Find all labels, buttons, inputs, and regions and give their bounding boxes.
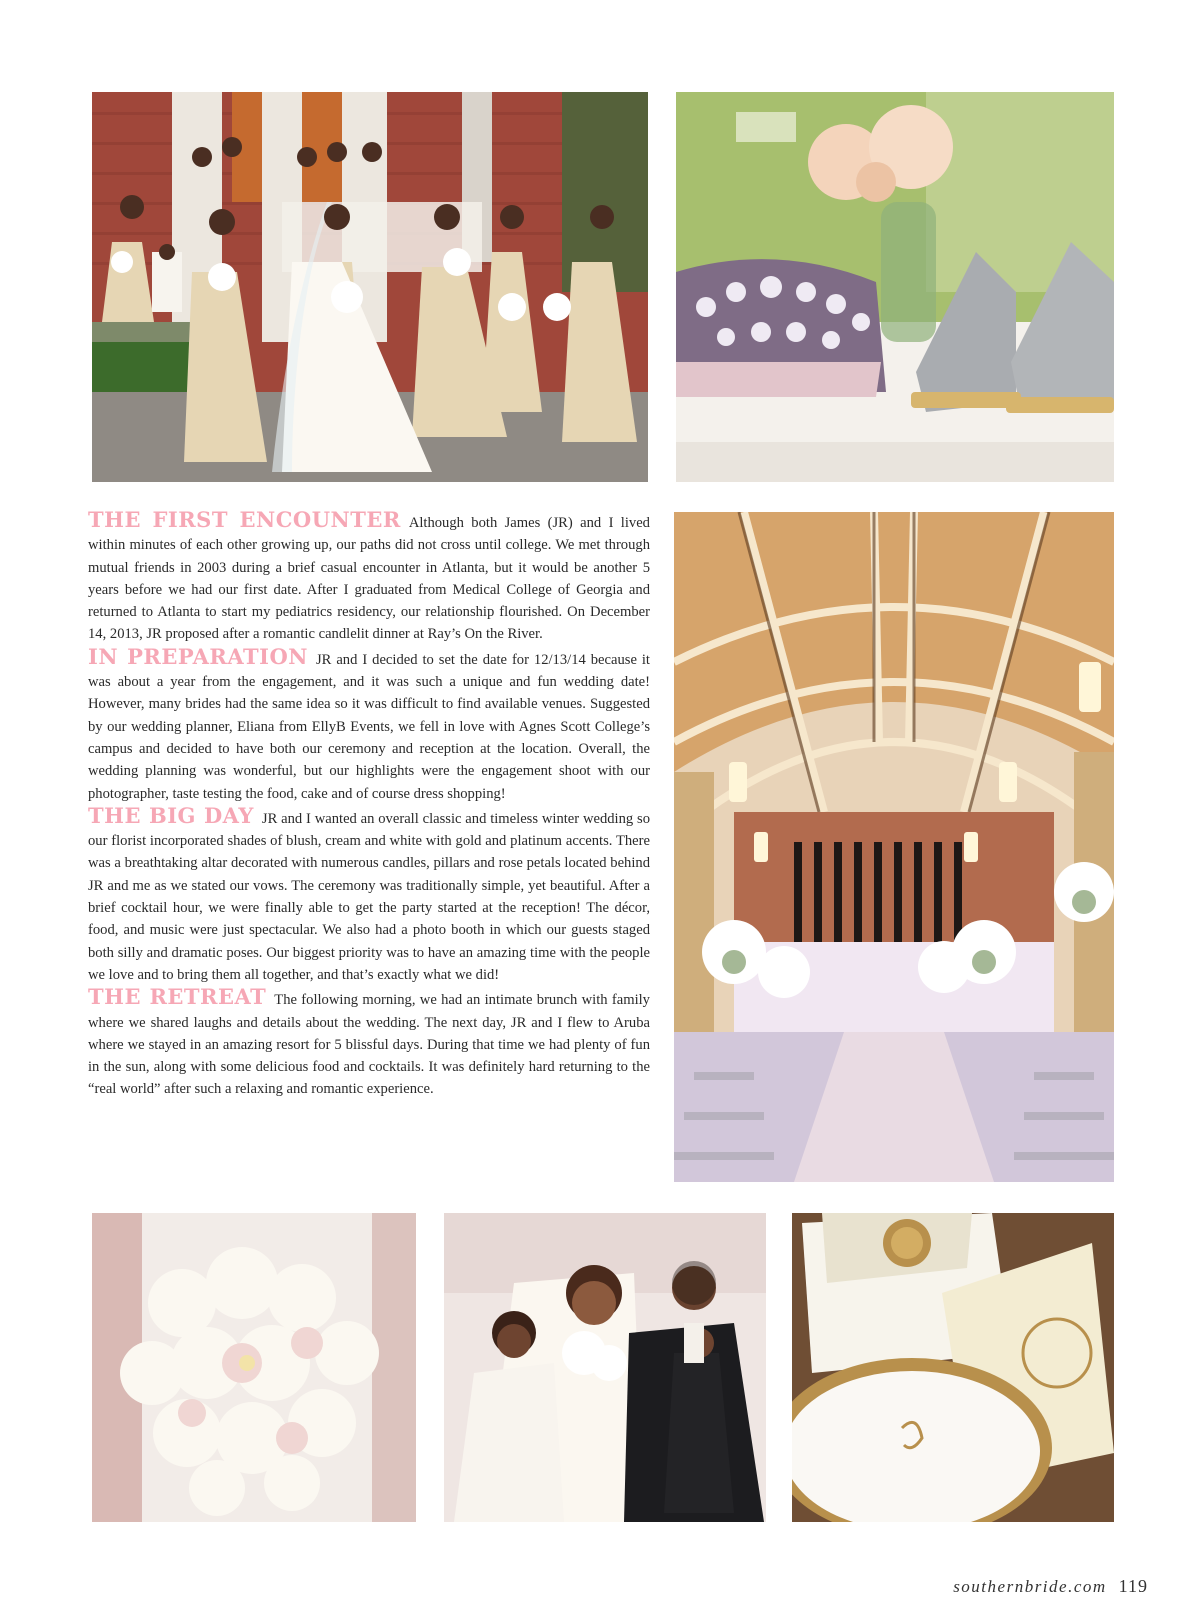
story-section [88, 643, 650, 805]
section-heading: THE BIG DAY [88, 802, 254, 828]
page-number: 119 [1118, 1576, 1148, 1596]
section-text: The following morning, we had an intimate brunch with family where we shared laughs and details about the wedding. The next day, JR and I flew to Aruba where we stayed in an amazing resort for 5 blissful days. During that time we had plenty of fun in the sun, along with some delicious food and cocktails. It was definitely hard returning to the “real world” after such a relaxing and romantic experience. [88, 992, 650, 1098]
chapel-ceremony-photo [674, 512, 1114, 1182]
page-footer [953, 1576, 1148, 1597]
section-text: Although both James (JR) and I lived within minutes of each other growing up, our paths did not cross until college. We met through mutual friends in 2003 during a brief casual encounter in Atlanta, but it would be another 5 years before we had our first date. After I graduated from Medical College of Georgia and returned to Atlanta to start my pediatrics residency, our relationship flourished. On December 14, 2013, JR proposed after a romantic candlelit dinner at Ray’s On the River. [88, 515, 650, 643]
section-heading: THE FIRST ENCOUNTER [88, 507, 401, 532]
site-name: southernbride.com [953, 1577, 1107, 1596]
section-heading: IN PREPARATION [88, 643, 308, 669]
family-portrait-photo [444, 1213, 766, 1522]
story-section [88, 802, 650, 986]
bridal-party-photo [92, 92, 648, 482]
story-section [88, 986, 650, 1100]
invitation-suite-photo [792, 1213, 1114, 1522]
wedding-story [88, 509, 650, 1101]
story-section [88, 509, 650, 646]
section-heading: THE RETREAT [88, 984, 267, 1010]
section-text: JR and I wanted an overall classic and timeless winter wedding so our florist incorporated shades of blush, cream and white with gold and platinum accents. There was a breathtaking altar decorated with numerous candles, pillars and rose petals located behind JR and me as we stated our vows. The ceremony was traditionally simple, yet beautiful. After a brief cocktail hour, we were finally able to get the party started at the reception! The décor, food, and music were just spectacular. We also had a photo booth in which our guests staged both silly and dramatic poses. Our biggest priority was to have an amazing time with the people we love and to bring them all together, and that’s exactly what we did! [88, 810, 650, 983]
bouquet-photo [92, 1213, 416, 1522]
section-text: JR and I decided to set the date for 12/13/14 because it was about a year from the engagement, and it was such a unique and fun wedding date! However, many brides had the same idea so it was difficult to find available venues. Suggested by our wedding planner, Eliana from EllyB Events, we fell in love with Agnes Scott College’s campus and decided to have both our ceremony and reception at the location. Overall, the wedding planning was wonderful, but our highlights were the engagement shoot with our photographer, taste testing the food, cake and of course dress shopping! [88, 651, 650, 802]
clutch-and-shoes-photo [676, 92, 1114, 482]
